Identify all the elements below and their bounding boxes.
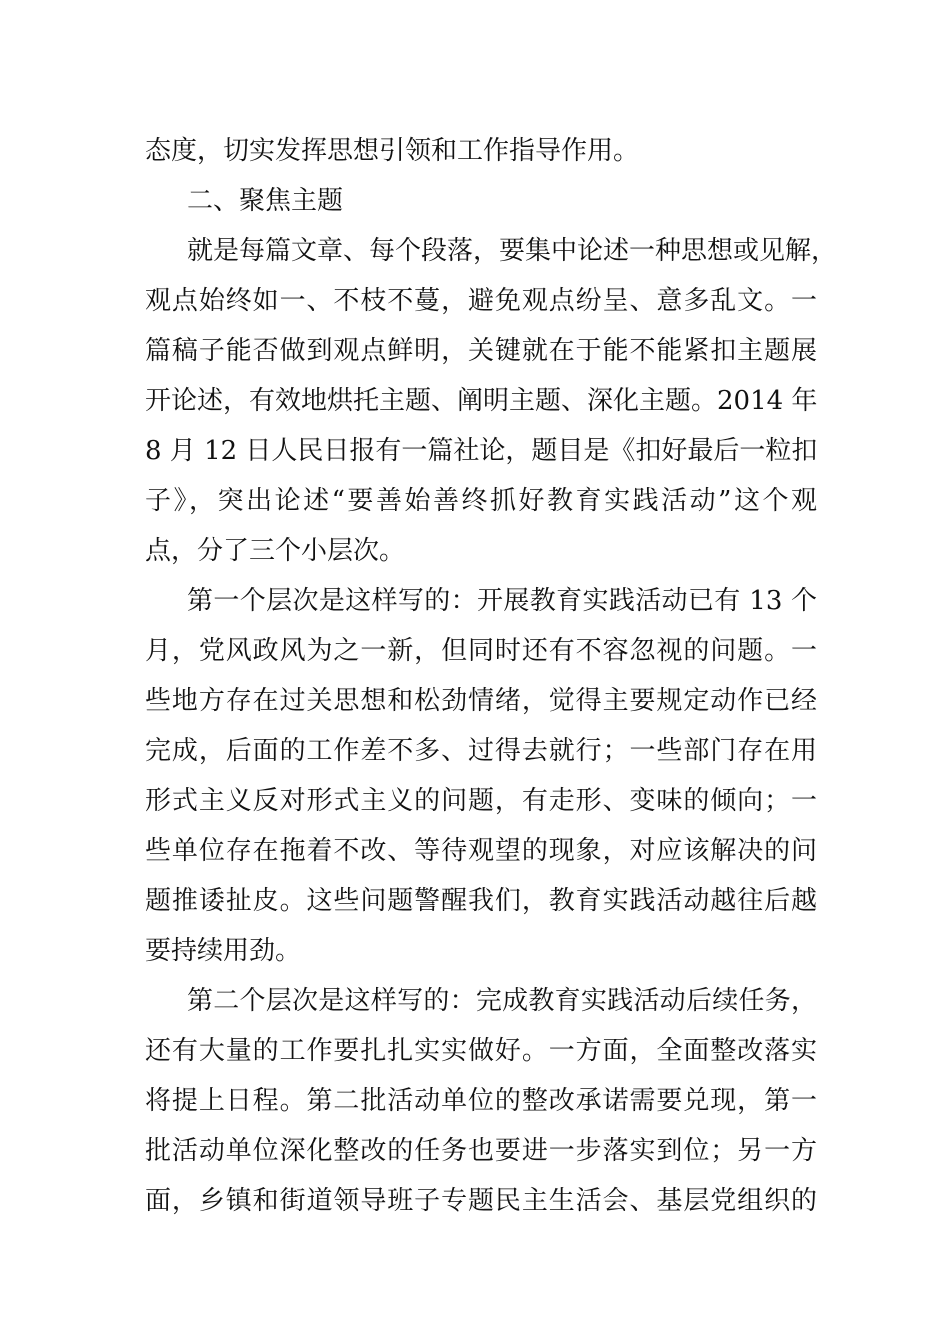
text-line: 观点始终如一、不枝不蔓，避免观点纷呈、意多乱文。一 xyxy=(145,286,817,316)
text-line: 第一个层次是这样写的：开展教育实践活动已有 13 个 xyxy=(187,586,817,616)
text-line: 第二个层次是这样写的：完成教育实践活动后续任务， xyxy=(187,986,817,1016)
text-line: 些单位存在拖着不改、等待观望的现象，对应该解决的问 xyxy=(145,836,817,866)
text-line: 批活动单位深化整改的任务也要进一步落实到位；另一方 xyxy=(145,1136,817,1166)
text-line: 还有大量的工作要扎扎实实做好。一方面，全面整改落实 xyxy=(145,1036,817,1066)
text-line: 将提上日程。第二批活动单位的整改承诺需要兑现，第一 xyxy=(145,1086,817,1116)
text-line: 月，党风政风为之一新，但同时还有不容忽视的问题。一 xyxy=(145,636,817,666)
text-line: 题推诿扯皮。这些问题警醒我们，教育实践活动越往后越 xyxy=(145,886,817,916)
text-line: 就是每篇文章、每个段落，要集中论述一种思想或见解， xyxy=(187,236,838,266)
text-line: 篇稿子能否做到观点鲜明，关键就在于能不能紧扣主题展 xyxy=(145,336,817,366)
text-line: 8 月 12 日人民日报有一篇社论，题目是《扣好最后一粒扣 xyxy=(145,436,818,466)
text-line: 点，分了三个小层次。 xyxy=(145,536,406,566)
text-line: 些地方存在过关思想和松劲情绪，觉得主要规定动作已经 xyxy=(145,686,817,716)
text-line: 开论述，有效地烘托主题、阐明主题、深化主题。2014 年 xyxy=(145,386,818,416)
text-line: 面，乡镇和街道领导班子专题民主生活会、基层党组织的 xyxy=(145,1186,817,1216)
document-body xyxy=(145,126,838,1226)
text-line: 态度，切实发挥思想引领和工作指导作用。 xyxy=(145,136,640,166)
text-line: 二、聚焦主题 xyxy=(187,186,344,216)
text-line: 形式主义反对形式主义的问题，有走形、变味的倾向；一 xyxy=(145,786,817,816)
text-line: 子》，突出论述“要善始善终抓好教育实践活动”这个观 xyxy=(145,486,817,516)
text-line: 完成，后面的工作差不多、过得去就行；一些部门存在用 xyxy=(145,736,817,766)
text-line: 要持续用劲。 xyxy=(145,936,302,966)
